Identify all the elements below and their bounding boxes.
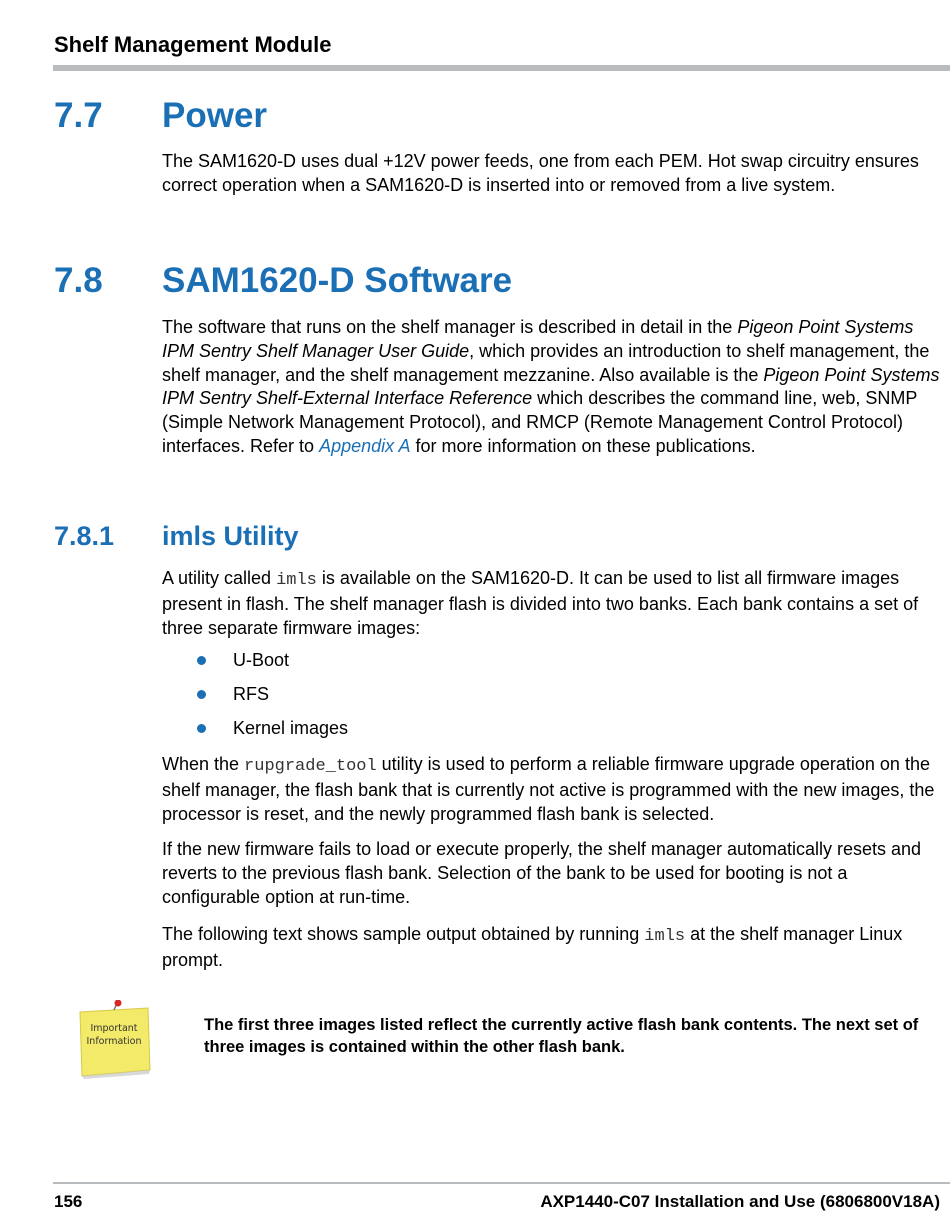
- body-text: , which provides an introduction to shelf management, the shelf manager, and the shelf management mezzanine. Also available is the: [162, 340, 930, 385]
- footer-rule: [53, 1182, 950, 1184]
- body-text: When the: [162, 754, 245, 774]
- page-number: 156: [54, 1192, 83, 1211]
- failover-paragraph: If the new firmware fails to load or execute properly, the shelf manager automatically resets and reverts to the previous flash bank. Selection of the bank to be used for booting is not a configurable option at run-time.: [162, 839, 922, 907]
- section-7-8-number: 7.8: [54, 261, 103, 300]
- section-7-8-title: SAM1620-D Software: [162, 261, 513, 300]
- body-text: A utility called: [162, 568, 277, 588]
- imls-intro-paragraph: [162, 567, 947, 640]
- list-item: [197, 682, 348, 716]
- reference-title: Pigeon Point Systems IPM Sentry Shelf-External Interface Reference: [162, 364, 940, 409]
- section-7-8-1-title: imls Utility: [162, 521, 299, 551]
- body-text: at the shelf manager Linux prompt.: [162, 924, 903, 970]
- section-7-7-number: 7.7: [54, 96, 103, 135]
- icon-label-line1: Important: [90, 1023, 138, 1034]
- list-item-label: Kernel images: [233, 718, 349, 738]
- document-title: AXP1440-C07 Installation and Use (6806800V18A): [540, 1192, 940, 1211]
- important-note-text: The first three images listed reflect the currently active flash bank contents. The next set of three images is contained within the other flash bank.: [204, 1016, 919, 1056]
- list-item: [197, 648, 348, 682]
- code-imls: imls: [644, 927, 686, 946]
- section-7-7-title: Power: [162, 96, 268, 135]
- list-item-label: RFS: [233, 684, 269, 704]
- body-text: is available on the SAM1620-D. It can be used to list all firmware images present in flash. The shelf manager flash is divided into two banks. Each bank contains a set of three separate firmware images:: [162, 568, 919, 638]
- icon-label-line2: Information: [86, 1036, 142, 1047]
- list-item: [197, 716, 348, 750]
- list-item-label: U-Boot: [233, 650, 290, 670]
- reference-title: Pigeon Point Systems IPM Sentry Shelf Manager User Guide: [162, 317, 914, 361]
- header-rule: [53, 65, 950, 71]
- section-7-8-1-number: 7.8.1: [54, 521, 115, 551]
- running-header: Shelf Management Module: [54, 32, 332, 57]
- appendix-a-link[interactable]: Appendix A: [319, 435, 411, 456]
- code-imls: imls: [276, 571, 317, 590]
- important-information-icon: [70, 1000, 156, 1082]
- body-text: The following text shows sample output obtained by running: [162, 924, 645, 944]
- code-rupgrade-tool: rupgrade_tool: [244, 757, 377, 776]
- body-text: which describes the command line, web, SNMP (Simple Network Management Protocol), and RMCP (Remote Management Control Protocol) interfaces. Refer to: [162, 388, 918, 456]
- bullet-icon: [197, 724, 206, 733]
- bullet-icon: [197, 656, 206, 665]
- rupgrade-paragraph: [162, 753, 947, 826]
- bullet-icon: [197, 690, 206, 699]
- section-7-8-body: [162, 316, 947, 459]
- sample-output-paragraph: [162, 923, 947, 973]
- body-text: for more information on these publications.: [410, 435, 756, 456]
- firmware-image-list: [197, 648, 348, 750]
- body-text: The software that runs on the shelf manager is described in detail in the: [162, 317, 738, 337]
- body-text: utility is used to perform a reliable firmware upgrade operation on the shelf manager, the flash bank that is currently not active is programmed with the new images, the processor is reset, and the newly programmed flash bank is selected.: [162, 754, 935, 824]
- section-7-7-body: The SAM1620-D uses dual +12V power feeds, one from each PEM. Hot swap circuitry ensures correct operation when a SAM1620-D is inserted into or removed from a live system.: [162, 151, 919, 195]
